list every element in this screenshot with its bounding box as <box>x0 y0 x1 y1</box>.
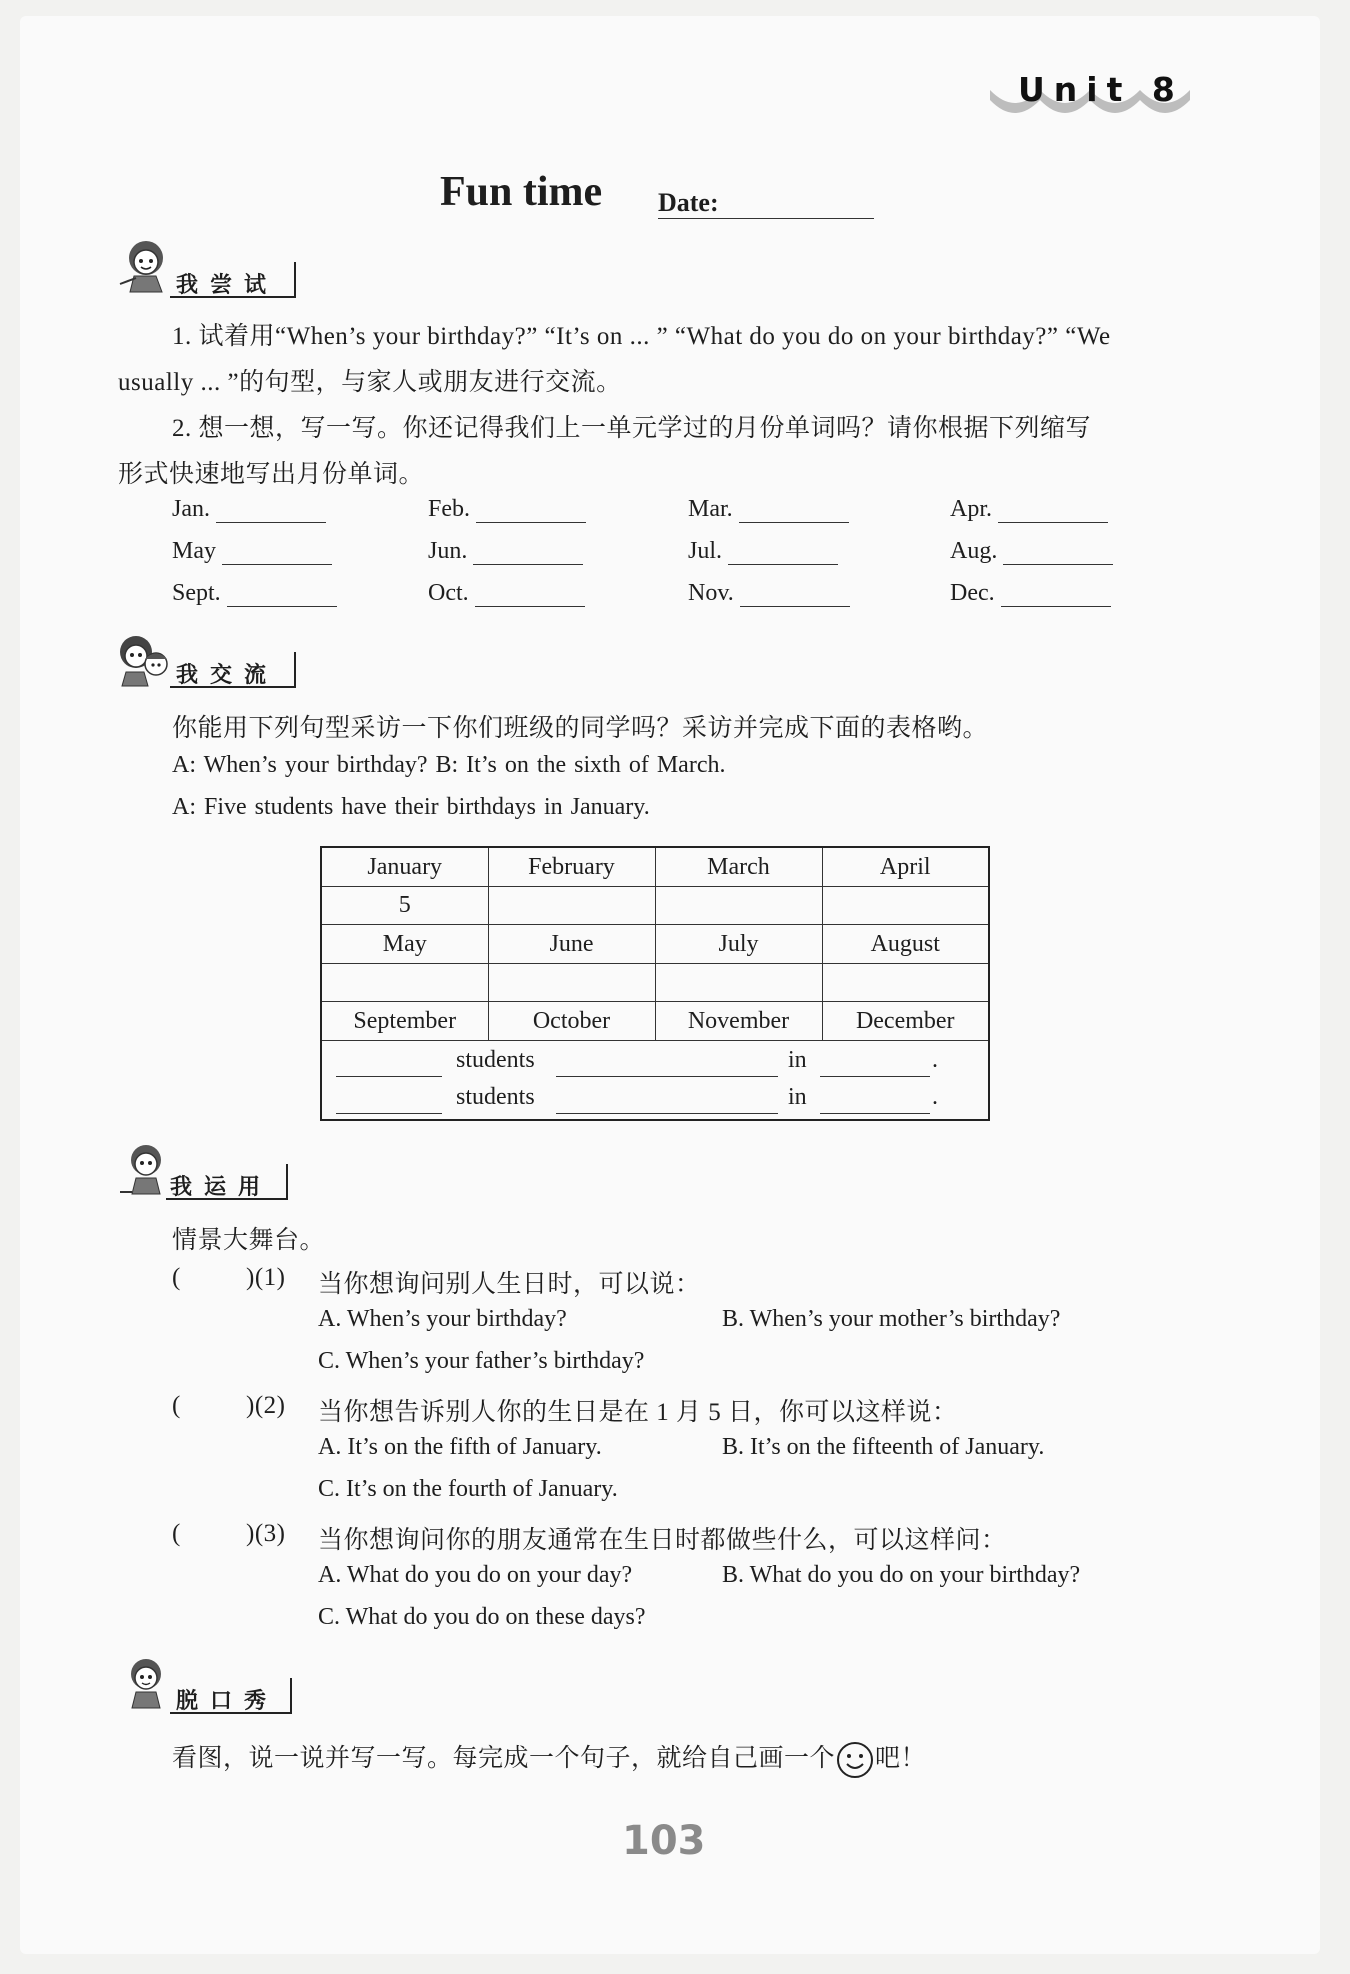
option-a[interactable]: A. When’s your birthday? <box>318 1306 567 1332</box>
answer-paren[interactable]: ( <box>172 1264 181 1291</box>
show-intro-text: 吧！ <box>875 1745 927 1772</box>
girl-mascot-icon <box>116 236 174 298</box>
count-cell[interactable] <box>488 964 655 1002</box>
option-a[interactable]: A. What do you do on your day? <box>318 1562 633 1588</box>
month-header-cell: March <box>655 847 822 887</box>
section-label-try: 我尝试 <box>176 273 279 298</box>
smiley-face-icon <box>835 1740 875 1780</box>
month-abbr: Dec. <box>950 580 1111 607</box>
month-header-cell: April <box>822 847 989 887</box>
question-prompt: 当你想询问你的朋友通常在生日时都做些什么，可以这样问： <box>318 1527 1007 1554</box>
answer-paren[interactable]: ( <box>172 1392 181 1419</box>
q2-line2: 形式快速地写出月份单词。 <box>118 461 425 488</box>
month-abbr: Nov. <box>688 580 850 607</box>
birthday-table <box>320 846 990 1121</box>
month-header-cell: June <box>488 925 655 964</box>
question-number: )(2) <box>246 1392 286 1419</box>
table-row <box>321 1002 989 1041</box>
month-abbr: Jan. <box>172 496 326 523</box>
show-intro <box>172 1738 926 1780</box>
summary-line <box>322 1043 988 1080</box>
summary-cell <box>321 1041 989 1121</box>
option-c[interactable]: C. It’s on the fourth of January. <box>318 1476 618 1502</box>
answer-paren[interactable]: ( <box>172 1520 181 1547</box>
question-number: )(3) <box>246 1520 286 1547</box>
summary-word: in <box>788 1084 807 1110</box>
answer-blank[interactable] <box>556 1076 778 1077</box>
month-abbr: Jun. <box>428 538 583 565</box>
summary-word: students <box>456 1084 535 1110</box>
answer-blank[interactable] <box>222 542 332 565</box>
answer-blank[interactable] <box>556 1113 778 1114</box>
answer-blank[interactable] <box>1003 542 1113 565</box>
summary-word: in <box>788 1047 807 1073</box>
answer-blank[interactable] <box>820 1076 930 1077</box>
option-b[interactable]: B. When’s your mother’s birthday? <box>722 1306 1061 1332</box>
section-label-talk: 我交流 <box>176 663 279 688</box>
summary-word: students <box>456 1047 535 1073</box>
month-abbr: May <box>172 538 332 565</box>
option-a[interactable]: A. It’s on the fifth of January. <box>318 1434 602 1460</box>
count-cell[interactable] <box>655 887 822 925</box>
answer-blank[interactable] <box>476 500 586 523</box>
month-header-cell: October <box>488 1002 655 1041</box>
use-intro: 情景大舞台。 <box>172 1227 326 1254</box>
count-cell[interactable] <box>488 887 655 925</box>
count-cell[interactable] <box>655 964 822 1002</box>
summary-period: . <box>932 1084 938 1110</box>
option-b[interactable]: B. It’s on the fifteenth of January. <box>722 1434 1045 1460</box>
month-abbr: Aug. <box>950 538 1113 565</box>
dialog-line-2: A: Five students have their birthdays in January. <box>172 794 650 820</box>
q2-line1: 2. 想一想，写一写。你还记得我们上一单元学过的月份单词吗？请你根据下列缩写 <box>172 415 1092 442</box>
month-header-cell: February <box>488 847 655 887</box>
month-header-cell: August <box>822 925 989 964</box>
date-line[interactable] <box>658 218 874 219</box>
answer-blank[interactable] <box>740 584 850 607</box>
option-c[interactable]: C. When’s your father’s birthday? <box>318 1348 645 1374</box>
answer-blank[interactable] <box>336 1076 442 1077</box>
answer-blank[interactable] <box>336 1113 442 1114</box>
girl-mascot-icon <box>116 1654 174 1716</box>
answer-blank[interactable] <box>998 500 1108 523</box>
month-header-cell: November <box>655 1002 822 1041</box>
date-label: Date: <box>658 188 719 217</box>
option-b[interactable]: B. What do you do on your birthday? <box>722 1562 1081 1588</box>
month-header-cell: December <box>822 1002 989 1041</box>
answer-blank[interactable] <box>820 1113 930 1114</box>
month-header-cell: May <box>321 925 488 964</box>
count-cell[interactable] <box>822 964 989 1002</box>
kids-mascot-icon <box>114 628 172 690</box>
question-number: )(1) <box>246 1264 286 1291</box>
question-prompt: 当你想询问别人生日时，可以说： <box>318 1271 701 1298</box>
count-cell[interactable] <box>822 887 989 925</box>
q1-line1: 1. 试着用“When’s your birthday?” “It’s on ... ” “What do you do on your birthday?” “We <box>172 323 1111 350</box>
month-abbr: Sept. <box>172 580 337 607</box>
month-header-cell: January <box>321 847 488 887</box>
month-abbr: Oct. <box>428 580 585 607</box>
answer-blank[interactable] <box>728 542 838 565</box>
table-row <box>321 925 989 964</box>
page-title: Fun time <box>440 169 603 215</box>
answer-blank[interactable] <box>475 584 585 607</box>
dialog-line-1: A: When’s your birthday? B: It’s on the sixth of March. <box>172 752 726 778</box>
answer-blank[interactable] <box>227 584 337 607</box>
count-cell[interactable] <box>321 964 488 1002</box>
month-abbr: Feb. <box>428 496 586 523</box>
page-number: 103 <box>622 1818 706 1864</box>
answer-blank[interactable] <box>473 542 583 565</box>
summary-period: . <box>932 1047 938 1073</box>
month-abbr: Mar. <box>688 496 849 523</box>
unit-label: Unit 8 <box>1018 70 1184 109</box>
section-label-show: 脱口秀 <box>176 1689 279 1714</box>
month-abbr: Jul. <box>688 538 838 565</box>
table-row <box>321 964 989 1002</box>
show-intro-text: 看图，说一说并写一写。每完成一个句子，就给自己画一个 <box>172 1745 836 1772</box>
q1-line2: usually ... ”的句型，与家人或朋友进行交流。 <box>118 369 622 396</box>
answer-blank[interactable] <box>216 500 326 523</box>
month-header-cell: July <box>655 925 822 964</box>
talk-intro: 你能用下列句型采访一下你们班级的同学吗？采访并完成下面的表格哟。 <box>172 715 989 742</box>
answer-blank[interactable] <box>1001 584 1111 607</box>
month-abbr: Apr. <box>950 496 1108 523</box>
section-label-use: 我运用 <box>170 1175 273 1200</box>
month-header-cell: September <box>321 1002 488 1041</box>
count-cell[interactable]: 5 <box>321 887 488 925</box>
option-c[interactable]: C. What do you do on these days? <box>318 1604 646 1630</box>
question-prompt: 当你想告诉别人你的生日是在 1 月 5 日，你可以这样说： <box>318 1399 958 1426</box>
table-row <box>321 847 989 887</box>
table-row <box>321 887 989 925</box>
answer-blank[interactable] <box>739 500 849 523</box>
summary-line <box>322 1080 988 1117</box>
table-footer-row <box>321 1041 989 1121</box>
